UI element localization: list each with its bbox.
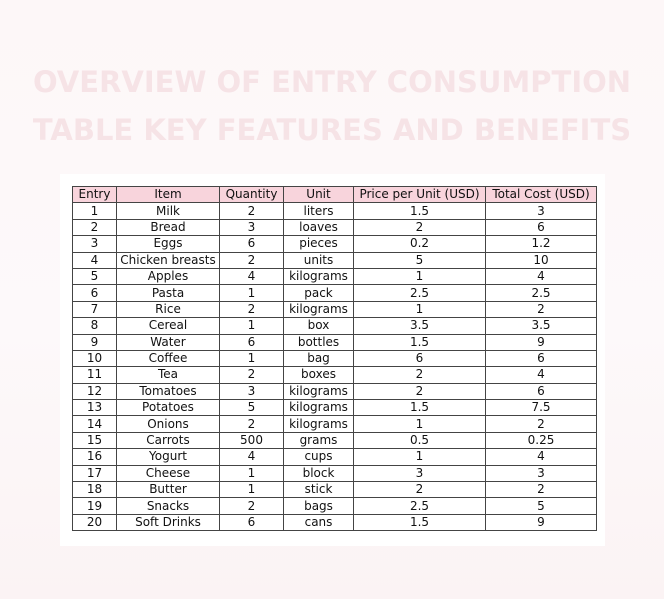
table-row xyxy=(73,367,597,383)
cell-entry: 5 xyxy=(73,268,117,284)
cell-entry: 1 xyxy=(73,203,117,219)
cell-entry: 8 xyxy=(73,318,117,334)
header-entry: Entry xyxy=(73,187,117,203)
cell-quantity: 6 xyxy=(220,334,284,350)
cell-entry: 10 xyxy=(73,350,117,366)
cell-unit: stick xyxy=(284,482,354,498)
table-row xyxy=(73,416,597,432)
cell-total-cost: 2 xyxy=(486,482,597,498)
cell-total-cost: 5 xyxy=(486,498,597,514)
cell-entry: 20 xyxy=(73,514,117,530)
cell-quantity: 2 xyxy=(220,252,284,268)
cell-unit: bottles xyxy=(284,334,354,350)
cell-item: Apples xyxy=(117,268,220,284)
cell-quantity: 5 xyxy=(220,400,284,416)
cell-total-cost: 2 xyxy=(486,301,597,317)
cell-price-per-unit: 1.5 xyxy=(354,334,486,350)
cell-total-cost: 4 xyxy=(486,449,597,465)
cell-price-per-unit: 1 xyxy=(354,268,486,284)
table-row xyxy=(73,498,597,514)
cell-unit: pack xyxy=(284,285,354,301)
cell-price-per-unit: 1 xyxy=(354,449,486,465)
cell-entry: 17 xyxy=(73,465,117,481)
table-body xyxy=(73,203,597,531)
header-quantity: Quantity xyxy=(220,187,284,203)
cell-price-per-unit: 6 xyxy=(354,350,486,366)
cell-total-cost: 9 xyxy=(486,514,597,530)
table-row xyxy=(73,334,597,350)
table-row xyxy=(73,301,597,317)
cell-total-cost: 6 xyxy=(486,219,597,235)
cell-price-per-unit: 2 xyxy=(354,383,486,399)
cell-total-cost: 3 xyxy=(486,203,597,219)
cell-price-per-unit: 2 xyxy=(354,482,486,498)
cell-unit: cans xyxy=(284,514,354,530)
table-row xyxy=(73,350,597,366)
cell-entry: 7 xyxy=(73,301,117,317)
cell-quantity: 1 xyxy=(220,318,284,334)
cell-entry: 14 xyxy=(73,416,117,432)
cell-price-per-unit: 0.5 xyxy=(354,432,486,448)
cell-unit: kilograms xyxy=(284,416,354,432)
cell-price-per-unit: 1.5 xyxy=(354,514,486,530)
table-row xyxy=(73,449,597,465)
cell-price-per-unit: 1 xyxy=(354,416,486,432)
cell-price-per-unit: 2 xyxy=(354,367,486,383)
cell-entry: 19 xyxy=(73,498,117,514)
header-price-per-unit: Price per Unit (USD) xyxy=(354,187,486,203)
cell-entry: 15 xyxy=(73,432,117,448)
page-title-line-1: OVERVIEW OF ENTRY CONSUMPTION xyxy=(32,65,632,99)
cell-quantity: 2 xyxy=(220,301,284,317)
cell-item: Butter xyxy=(117,482,220,498)
cell-price-per-unit: 3 xyxy=(354,465,486,481)
cell-item: Coffee xyxy=(117,350,220,366)
cell-unit: kilograms xyxy=(284,383,354,399)
cell-quantity: 2 xyxy=(220,203,284,219)
cell-unit: loaves xyxy=(284,219,354,235)
cell-entry: 2 xyxy=(73,219,117,235)
cell-item: Tea xyxy=(117,367,220,383)
cell-item: Eggs xyxy=(117,236,220,252)
cell-total-cost: 2 xyxy=(486,416,597,432)
cell-unit: block xyxy=(284,465,354,481)
cell-unit: bag xyxy=(284,350,354,366)
cell-item: Cereal xyxy=(117,318,220,334)
cell-total-cost: 6 xyxy=(486,350,597,366)
cell-quantity: 4 xyxy=(220,268,284,284)
cell-item: Chicken breasts xyxy=(117,252,220,268)
cell-quantity: 2 xyxy=(220,498,284,514)
table-row xyxy=(73,268,597,284)
cell-total-cost: 3 xyxy=(486,465,597,481)
header-total-cost: Total Cost (USD) xyxy=(486,187,597,203)
cell-item: Snacks xyxy=(117,498,220,514)
table-row xyxy=(73,203,597,219)
cell-total-cost: 0.25 xyxy=(486,432,597,448)
cell-price-per-unit: 5 xyxy=(354,252,486,268)
cell-item: Potatoes xyxy=(117,400,220,416)
cell-item: Bread xyxy=(117,219,220,235)
consumption-table xyxy=(72,186,597,531)
cell-entry: 11 xyxy=(73,367,117,383)
cell-quantity: 1 xyxy=(220,465,284,481)
cell-quantity: 2 xyxy=(220,416,284,432)
cell-quantity: 6 xyxy=(220,236,284,252)
cell-unit: units xyxy=(284,252,354,268)
cell-item: Carrots xyxy=(117,432,220,448)
cell-unit: kilograms xyxy=(284,268,354,284)
cell-item: Tomatoes xyxy=(117,383,220,399)
cell-item: Rice xyxy=(117,301,220,317)
header-item: Item xyxy=(117,187,220,203)
table-row xyxy=(73,400,597,416)
table-row xyxy=(73,285,597,301)
cell-price-per-unit: 2.5 xyxy=(354,285,486,301)
cell-item: Yogurt xyxy=(117,449,220,465)
cell-unit: box xyxy=(284,318,354,334)
cell-price-per-unit: 3.5 xyxy=(354,318,486,334)
table-row xyxy=(73,432,597,448)
cell-total-cost: 9 xyxy=(486,334,597,350)
cell-price-per-unit: 1.5 xyxy=(354,203,486,219)
table-header-row xyxy=(73,187,597,203)
cell-price-per-unit: 1 xyxy=(354,301,486,317)
cell-unit: kilograms xyxy=(284,301,354,317)
table-sheet xyxy=(60,174,605,546)
cell-item: Water xyxy=(117,334,220,350)
cell-item: Milk xyxy=(117,203,220,219)
cell-quantity: 500 xyxy=(220,432,284,448)
table-row xyxy=(73,236,597,252)
table-row xyxy=(73,383,597,399)
cell-unit: bags xyxy=(284,498,354,514)
cell-total-cost: 2.5 xyxy=(486,285,597,301)
table-row xyxy=(73,252,597,268)
table-row xyxy=(73,514,597,530)
cell-total-cost: 3.5 xyxy=(486,318,597,334)
cell-total-cost: 6 xyxy=(486,383,597,399)
cell-quantity: 3 xyxy=(220,219,284,235)
table-row xyxy=(73,482,597,498)
cell-total-cost: 4 xyxy=(486,367,597,383)
cell-quantity: 6 xyxy=(220,514,284,530)
cell-entry: 9 xyxy=(73,334,117,350)
cell-entry: 16 xyxy=(73,449,117,465)
cell-entry: 12 xyxy=(73,383,117,399)
cell-unit: cups xyxy=(284,449,354,465)
cell-quantity: 4 xyxy=(220,449,284,465)
cell-quantity: 1 xyxy=(220,482,284,498)
cell-price-per-unit: 1.5 xyxy=(354,400,486,416)
cell-total-cost: 1.2 xyxy=(486,236,597,252)
cell-unit: pieces xyxy=(284,236,354,252)
cell-total-cost: 4 xyxy=(486,268,597,284)
cell-price-per-unit: 2.5 xyxy=(354,498,486,514)
cell-quantity: 3 xyxy=(220,383,284,399)
header-unit: Unit xyxy=(284,187,354,203)
cell-unit: boxes xyxy=(284,367,354,383)
page-title xyxy=(0,58,664,154)
cell-quantity: 1 xyxy=(220,285,284,301)
cell-total-cost: 10 xyxy=(486,252,597,268)
page-title-line-2: TABLE KEY FEATURES AND BENEFITS xyxy=(32,113,632,147)
table-row xyxy=(73,318,597,334)
cell-entry: 13 xyxy=(73,400,117,416)
cell-quantity: 1 xyxy=(220,350,284,366)
cell-entry: 18 xyxy=(73,482,117,498)
cell-entry: 6 xyxy=(73,285,117,301)
cell-item: Cheese xyxy=(117,465,220,481)
table-row xyxy=(73,219,597,235)
cell-item: Onions xyxy=(117,416,220,432)
cell-item: Pasta xyxy=(117,285,220,301)
cell-quantity: 2 xyxy=(220,367,284,383)
cell-unit: kilograms xyxy=(284,400,354,416)
cell-item: Soft Drinks xyxy=(117,514,220,530)
cell-entry: 3 xyxy=(73,236,117,252)
cell-entry: 4 xyxy=(73,252,117,268)
cell-total-cost: 7.5 xyxy=(486,400,597,416)
table-row xyxy=(73,465,597,481)
cell-price-per-unit: 0.2 xyxy=(354,236,486,252)
cell-price-per-unit: 2 xyxy=(354,219,486,235)
cell-unit: liters xyxy=(284,203,354,219)
cell-unit: grams xyxy=(284,432,354,448)
